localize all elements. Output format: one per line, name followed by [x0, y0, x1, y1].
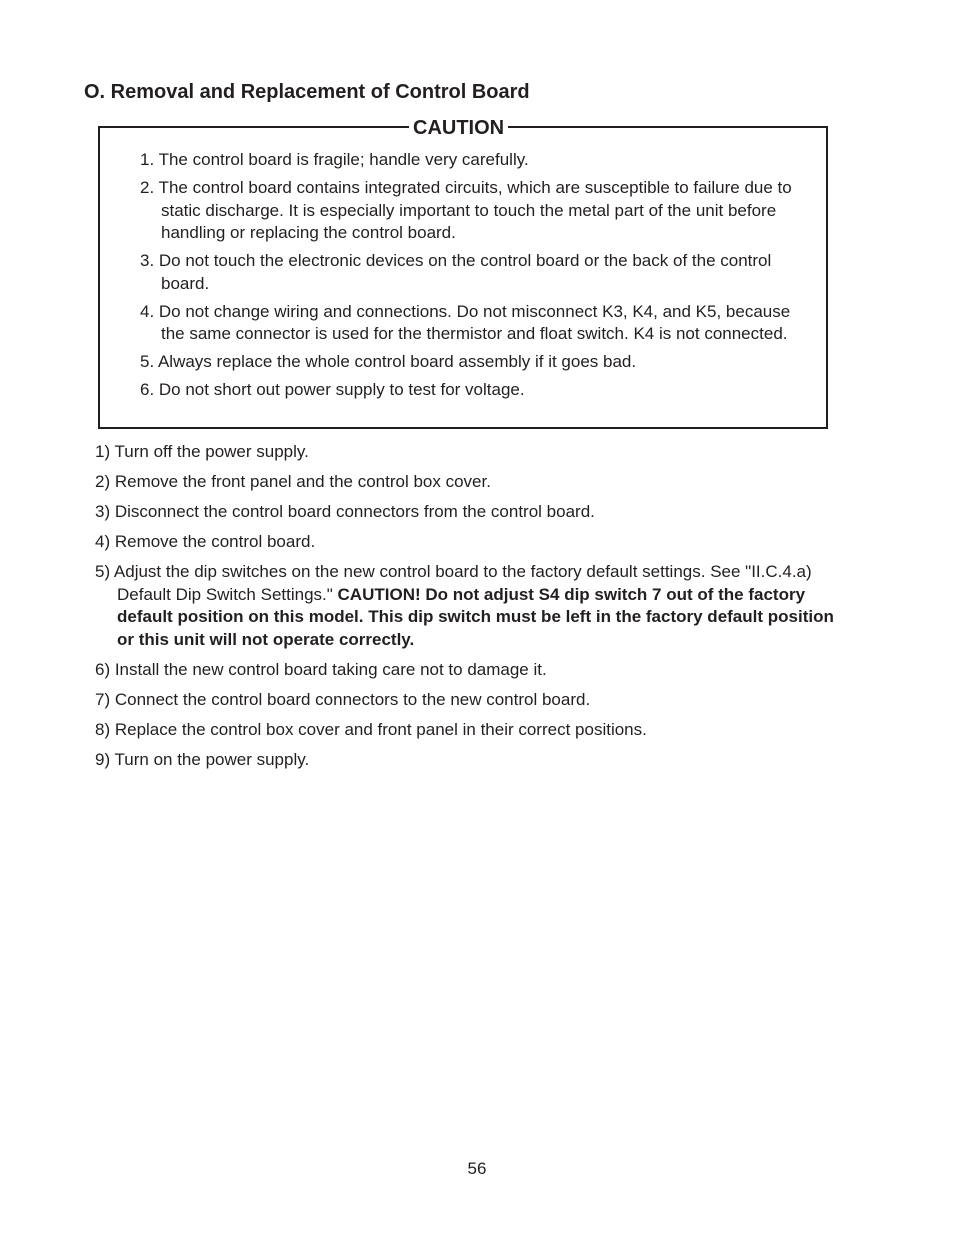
step-item: 1) Turn off the power supply.: [95, 442, 309, 461]
caution-item: 2. The control board contains integrated circuits, which are susceptible to failure due to static discharge. It is especially important to touch the metal part of the unit before handling or replacing the control board.: [140, 178, 792, 242]
step-text: 5) Adjust the dip switches on the new control board to the factory default settings. See "II.C.4.a) Default Dip Switch Settings.": [95, 562, 812, 604]
step-item: [95, 561, 835, 651]
caution-list: [140, 149, 804, 407]
page-number: 56: [467, 1159, 487, 1178]
step-item: 8) Replace the control box cover and front panel in their correct positions.: [95, 720, 647, 740]
step-item: 2) Remove the front panel and the control box cover.: [95, 472, 491, 492]
step-item: 4) Remove the control board.: [95, 532, 316, 552]
step-item: 7) Connect the control board connectors to the new control board.: [95, 690, 591, 710]
step-caution-text: CAUTION! Do not adjust S4 dip switch 7 out of the factory default position on this model. This dip switch must be left in the factory default position or this unit will not operate correctly.: [117, 584, 834, 649]
caution-item: 4. Do not change wiring and connections. Do not misconnect K3, K4, and K5, because the same connector is used for the thermistor and float switch. K4 is not connected.: [140, 301, 791, 343]
step-item: 9) Turn on the power supply.: [95, 750, 310, 770]
caution-box: [98, 117, 828, 429]
caution-item: 1. The control board is fragile; handle very carefully.: [140, 150, 529, 169]
caution-item: 5. Always replace the whole control board assembly if it goes bad.: [140, 352, 637, 371]
caution-item: 6. Do not short out power supply to test for voltage.: [140, 380, 525, 399]
step-item: 3) Disconnect the control board connectors from the control board.: [95, 502, 595, 522]
procedure-steps: [95, 441, 835, 779]
section-heading: O. Removal and Replacement of Control Board: [84, 81, 530, 103]
step-item: 6) Install the new control board taking care not to damage it.: [95, 659, 547, 679]
caution-title: CAUTION: [409, 116, 508, 140]
caution-item: 3. Do not touch the electronic devices on the control board or the back of the control board.: [140, 251, 772, 293]
